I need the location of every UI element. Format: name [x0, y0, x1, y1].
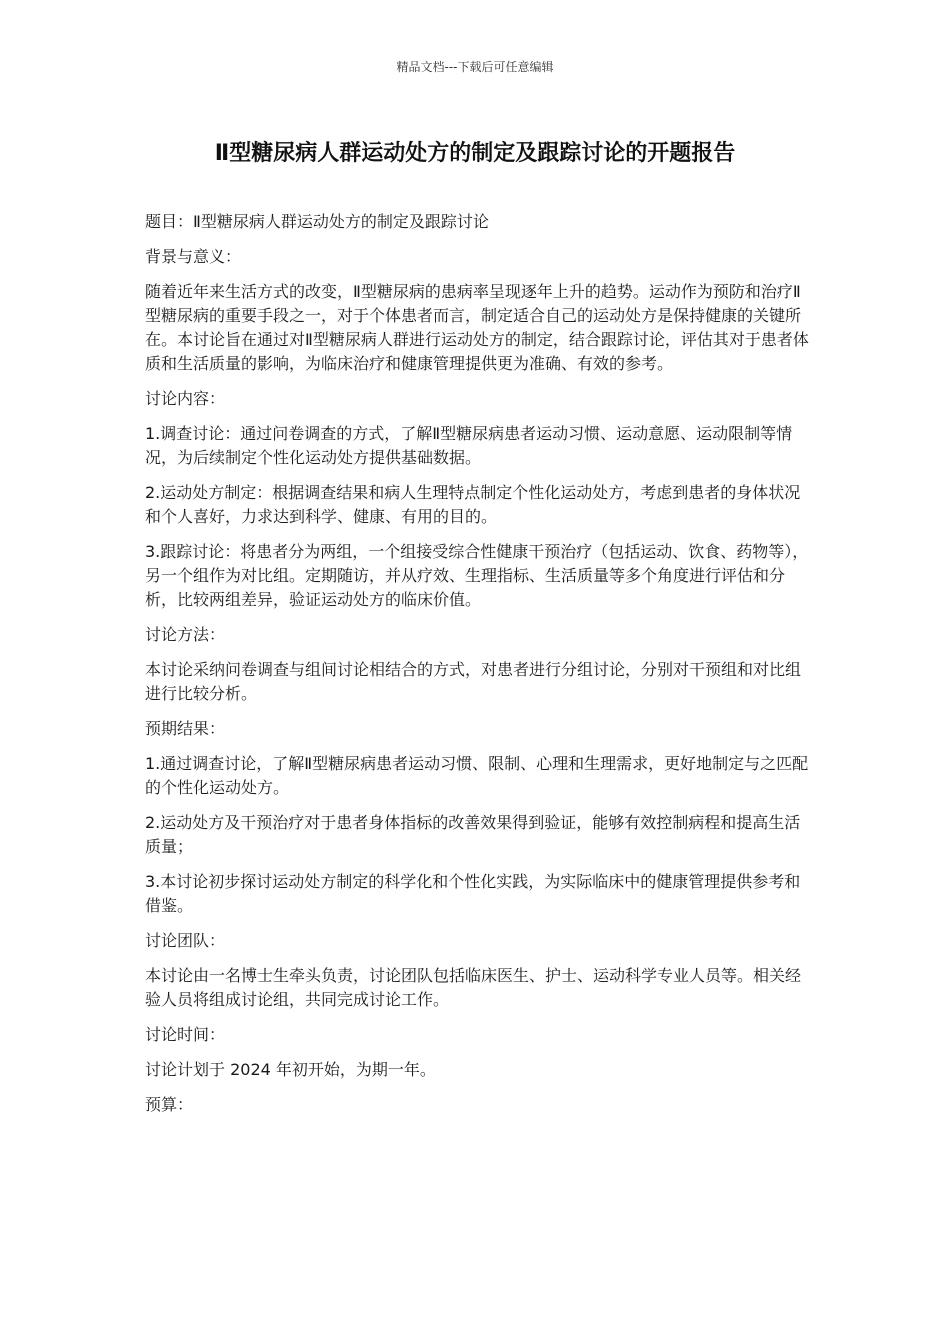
- section-heading-background: 背景与意义：: [145, 247, 242, 266]
- result-item-1: 1.通过调查讨论，了解Ⅱ型糖尿病患者运动习惯、限制、心理和生理需求，更好地制定与之匹配的个性化运动处方。: [145, 754, 809, 797]
- content-item-1: 1.调查讨论：通过问卷调查的方式，了解Ⅱ型糖尿病患者运动习惯、运动意愿、运动限制等情况，为后续制定个性化运动处方提供基础数据。: [145, 424, 793, 467]
- section-heading-time: 讨论时间：: [145, 1025, 226, 1044]
- section-heading-results: 预期结果：: [145, 719, 226, 738]
- content-item-2: 2.运动处方制定：根据调查结果和病人生理特点制定个性化运动处方，考虑到患者的身体状况和个人喜好，力求达到科学、健康、有用的目的。: [145, 483, 801, 526]
- document-body: [145, 210, 810, 1128]
- method-paragraph: 本讨论采纳问卷调查与组间讨论相结合的方式，对患者进行分组讨论，分别对干预组和对比组进行比较分析。: [145, 660, 802, 703]
- background-paragraph: 随着近年来生活方式的改变，Ⅱ型糖尿病的患病率呈现逐年上升的趋势。运动作为预防和治疗Ⅱ型糖尿病的重要手段之一，对于个体患者而言，制定适合自己的运动处方是保持健康的关键所在。本讨论旨在通过对Ⅱ型糖尿病人群进行运动处方的制定，结合跟踪讨论，评估其对于患者体质和生活质量的影响，为临床治疗和健康管理提供更为准确、有效的参考。: [145, 282, 809, 373]
- document-title: Ⅱ型糖尿病人群运动处方的制定及跟踪讨论的开题报告: [214, 141, 736, 166]
- section-heading-team: 讨论团队：: [145, 931, 226, 950]
- time-paragraph: 讨论计划于 2024 年初开始，为期一年。: [145, 1060, 436, 1079]
- team-paragraph: 本讨论由一名博士生牵头负责，讨论团队包括临床医生、护士、运动科学专业人员等。相关经验人员将组成讨论组，共同完成讨论工作。: [145, 966, 802, 1009]
- section-heading-content: 讨论内容：: [145, 389, 226, 408]
- result-item-2: 2.运动处方及干预治疗对于患者身体指标的改善效果得到验证，能够有效控制病程和提高生活质量；: [145, 813, 801, 856]
- result-item-3: 3.本讨论初步探讨运动处方制定的科学化和个性化实践，为实际临床中的健康管理提供参考和借鉴。: [145, 872, 801, 915]
- topic-line: 题目：Ⅱ型糖尿病人群运动处方的制定及跟踪讨论: [145, 212, 489, 231]
- page-header: 精品文档---下载后可任意编辑: [396, 60, 554, 74]
- section-heading-budget: 预算：: [145, 1095, 194, 1114]
- content-item-3: 3.跟踪讨论：将患者分为两组，一个组接受综合性健康干预治疗（包括运动、饮食、药物等），另一个组作为对比组。定期随访，并从疗效、生理指标、生活质量等多个角度进行评估和分析，比较两组差异，验证运动处方的临床价值。: [145, 542, 809, 609]
- section-heading-method: 讨论方法：: [145, 625, 226, 644]
